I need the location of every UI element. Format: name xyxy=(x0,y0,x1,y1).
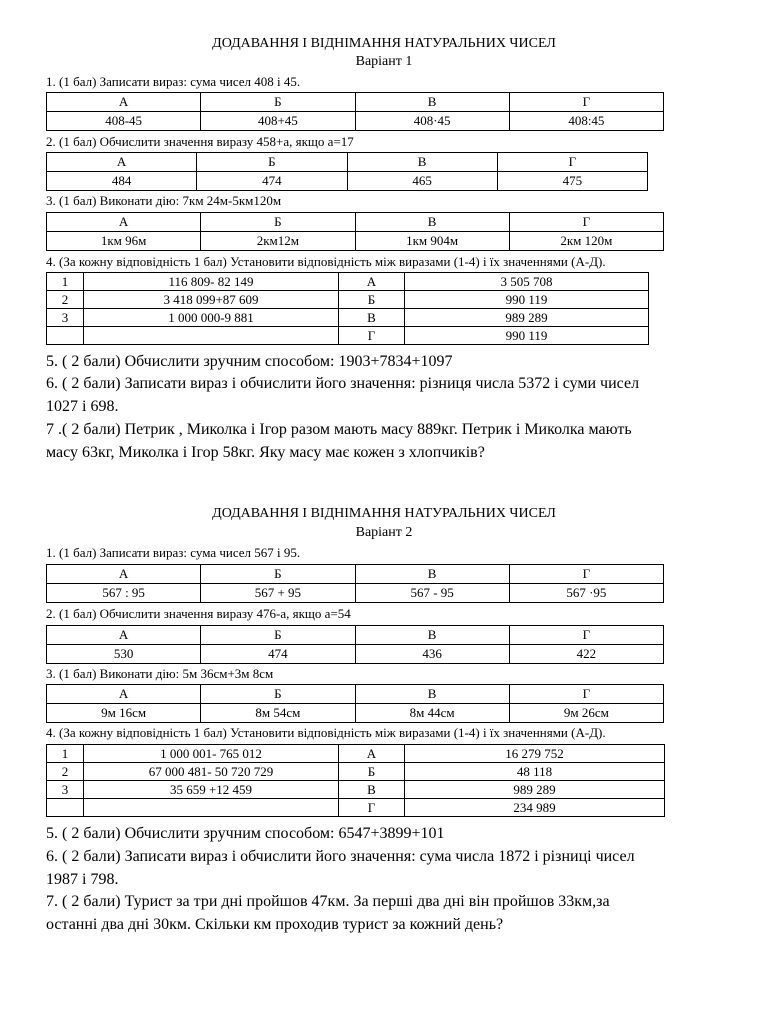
option-header-a: А xyxy=(47,565,201,584)
question-2-text: 2. (1 бал) Обчислити значення виразу 476-а, якщо а=54 xyxy=(46,606,351,621)
option-value-d: 9м 26см xyxy=(509,704,663,723)
question-4-matching-table xyxy=(46,272,649,345)
option-value-c: 465 xyxy=(347,172,497,191)
option-value-b: 2км12м xyxy=(201,232,355,251)
option-header-b: Б xyxy=(197,153,347,172)
matching-row xyxy=(47,781,665,799)
question-3-text: 3. (1 бал) Виконати дію: 5м 36см+3м 8см xyxy=(46,666,274,681)
option-value-a: 408-45 xyxy=(47,112,201,131)
expression-number: 3 xyxy=(47,309,84,327)
question-5-text: 5. ( 2 бали) Обчислити зручним способом: 1903+7834+1097 xyxy=(46,353,453,370)
value-letter: Г xyxy=(339,327,405,345)
question-6-text-cont: 1987 і 798. xyxy=(46,871,119,888)
question-2-answer-table xyxy=(46,625,664,664)
question-4-text: 4. (За кожну відповідність 1 бал) Установити відповідність між виразами (1-4) і їх значеннями (А-Д). xyxy=(46,254,606,269)
question-1-text: 1. (1 бал) Записати вираз: сума чисел 408 і 45. xyxy=(46,74,301,89)
option-value-b: 567 + 95 xyxy=(201,584,355,603)
expression-number xyxy=(47,799,84,817)
option-value-d: 408:45 xyxy=(509,112,663,131)
option-value-b: 8м 54см xyxy=(201,704,355,723)
option-value-c: 436 xyxy=(355,645,509,664)
value: 990 119 xyxy=(405,291,649,309)
value-letter: В xyxy=(339,781,405,799)
expression-number: 2 xyxy=(47,763,84,781)
option-header-c: В xyxy=(355,685,509,704)
option-value-c: 408·45 xyxy=(355,112,509,131)
expression: 1 000 000-9 881 xyxy=(84,309,339,327)
option-header-c: В xyxy=(347,153,497,172)
option-value-b: 474 xyxy=(197,172,347,191)
option-value-a: 484 xyxy=(47,172,197,191)
question-7-text-cont: останні два дні 30км. Скільки км проходив турист за кожний день? xyxy=(46,916,504,933)
option-value-c: 567 - 95 xyxy=(355,584,509,603)
option-header-b: Б xyxy=(201,93,355,112)
option-value-c: 8м 44см xyxy=(355,704,509,723)
question-2-text: 2. (1 бал) Обчислити значення виразу 458+а, якщо а=17 xyxy=(46,134,354,149)
expression-number: 1 xyxy=(47,273,84,291)
variant-label: Варіант 2 xyxy=(355,525,413,540)
expression: 116 809- 82 149 xyxy=(84,273,339,291)
value: 990 119 xyxy=(405,327,649,345)
option-value-b: 408+45 xyxy=(201,112,355,131)
question-1-answer-table xyxy=(46,564,664,603)
value: 234 989 xyxy=(405,799,665,817)
worksheet-title: ДОДАВАННЯ І ВІДНІМАННЯ НАТУРАЛЬНИХ ЧИСЕЛ xyxy=(212,36,556,51)
value-letter: Г xyxy=(339,799,405,817)
matching-row xyxy=(47,327,649,345)
value: 48 118 xyxy=(405,763,665,781)
question-1-text: 1. (1 бал) Записати вираз: сума чисел 567 і 95. xyxy=(46,545,301,560)
question-5-text: 5. ( 2 бали) Обчислити зручним способом: 6547+3899+101 xyxy=(46,825,445,842)
option-header-a: А xyxy=(47,685,201,704)
question-7-text: 7 .( 2 бали) Петрик , Миколка і Ігор разом мають масу 889кг. Петрик і Миколка мають xyxy=(46,421,632,438)
value-letter: Б xyxy=(339,291,405,309)
option-value-c: 1км 904м xyxy=(355,232,509,251)
question-2-answer-table xyxy=(46,152,648,191)
matching-row xyxy=(47,309,649,327)
option-header-a: А xyxy=(47,93,201,112)
option-value-d: 2км 120м xyxy=(509,232,663,251)
expression-number: 3 xyxy=(47,781,84,799)
option-header-c: В xyxy=(355,213,509,232)
question-6-text: 6. ( 2 бали) Записати вираз і обчислити його значення: сума числа 1872 і різниці чисел xyxy=(46,848,635,865)
option-header-c: В xyxy=(355,93,509,112)
expression xyxy=(84,327,339,345)
expression xyxy=(84,799,339,817)
question-7-text: 7. ( 2 бали) Турист за три дні пройшов 47км. За перші два дні він пройшов 33км,за xyxy=(46,893,610,910)
option-value-d: 567 ·95 xyxy=(509,584,663,603)
question-4-text: 4. (За кожну відповідність 1 бал) Установити відповідність між виразами (1-4) і їх значеннями (А-Д). xyxy=(46,725,606,740)
value: 989 289 xyxy=(405,781,665,799)
option-value-a: 567 : 95 xyxy=(47,584,201,603)
expression: 1 000 001- 765 012 xyxy=(84,745,339,763)
matching-row xyxy=(47,291,649,309)
question-1-answer-table xyxy=(46,92,664,131)
option-header-a: А xyxy=(47,626,201,645)
option-header-b: Б xyxy=(201,213,355,232)
value: 3 505 708 xyxy=(405,273,649,291)
option-header-c: В xyxy=(355,626,509,645)
value-letter: А xyxy=(339,745,405,763)
question-3-answer-table xyxy=(46,684,664,723)
value: 16 279 752 xyxy=(405,745,665,763)
worksheet-title: ДОДАВАННЯ І ВІДНІМАННЯ НАТУРАЛЬНИХ ЧИСЕЛ xyxy=(212,506,556,521)
matching-row xyxy=(47,799,665,817)
option-header-c: В xyxy=(355,565,509,584)
expression-number xyxy=(47,327,84,345)
option-value-b: 474 xyxy=(201,645,355,664)
question-6-text: 6. ( 2 бали) Записати вираз і обчислити його значення: різниця числа 5372 і суми чисел xyxy=(46,375,640,392)
matching-row xyxy=(47,745,665,763)
value-letter: В xyxy=(339,309,405,327)
option-header-d: Г xyxy=(509,626,663,645)
question-7-text-cont: масу 63кг, Миколка і Ігор 58кг. Яку масу має кожен з хлопчиків? xyxy=(46,444,485,461)
matching-row xyxy=(47,273,649,291)
option-header-d: Г xyxy=(509,213,663,232)
option-header-d: Г xyxy=(509,565,663,584)
option-value-d: 422 xyxy=(509,645,663,664)
option-value-a: 1км 96м xyxy=(47,232,201,251)
expression: 3 418 099+87 609 xyxy=(84,291,339,309)
option-header-a: А xyxy=(47,213,201,232)
option-value-a: 530 xyxy=(47,645,201,664)
value-letter: Б xyxy=(339,763,405,781)
option-header-d: Г xyxy=(509,685,663,704)
matching-row xyxy=(47,763,665,781)
question-3-text: 3. (1 бал) Виконати дію: 7км 24м-5км120м xyxy=(46,193,282,208)
option-value-d: 475 xyxy=(497,172,647,191)
option-header-a: А xyxy=(47,153,197,172)
expression: 67 000 481- 50 720 729 xyxy=(84,763,339,781)
option-header-b: Б xyxy=(201,626,355,645)
question-3-answer-table xyxy=(46,212,664,251)
option-header-b: Б xyxy=(201,685,355,704)
question-6-text-cont: 1027 і 698. xyxy=(46,398,119,415)
value-letter: А xyxy=(339,273,405,291)
value: 989 289 xyxy=(405,309,649,327)
option-header-d: Г xyxy=(509,93,663,112)
expression-number: 1 xyxy=(47,745,84,763)
option-value-a: 9м 16см xyxy=(47,704,201,723)
variant-label: Варіант 1 xyxy=(355,54,413,69)
option-header-b: Б xyxy=(201,565,355,584)
expression-number: 2 xyxy=(47,291,84,309)
question-4-matching-table xyxy=(46,744,665,817)
option-header-d: Г xyxy=(497,153,647,172)
expression: 35 659 +12 459 xyxy=(84,781,339,799)
